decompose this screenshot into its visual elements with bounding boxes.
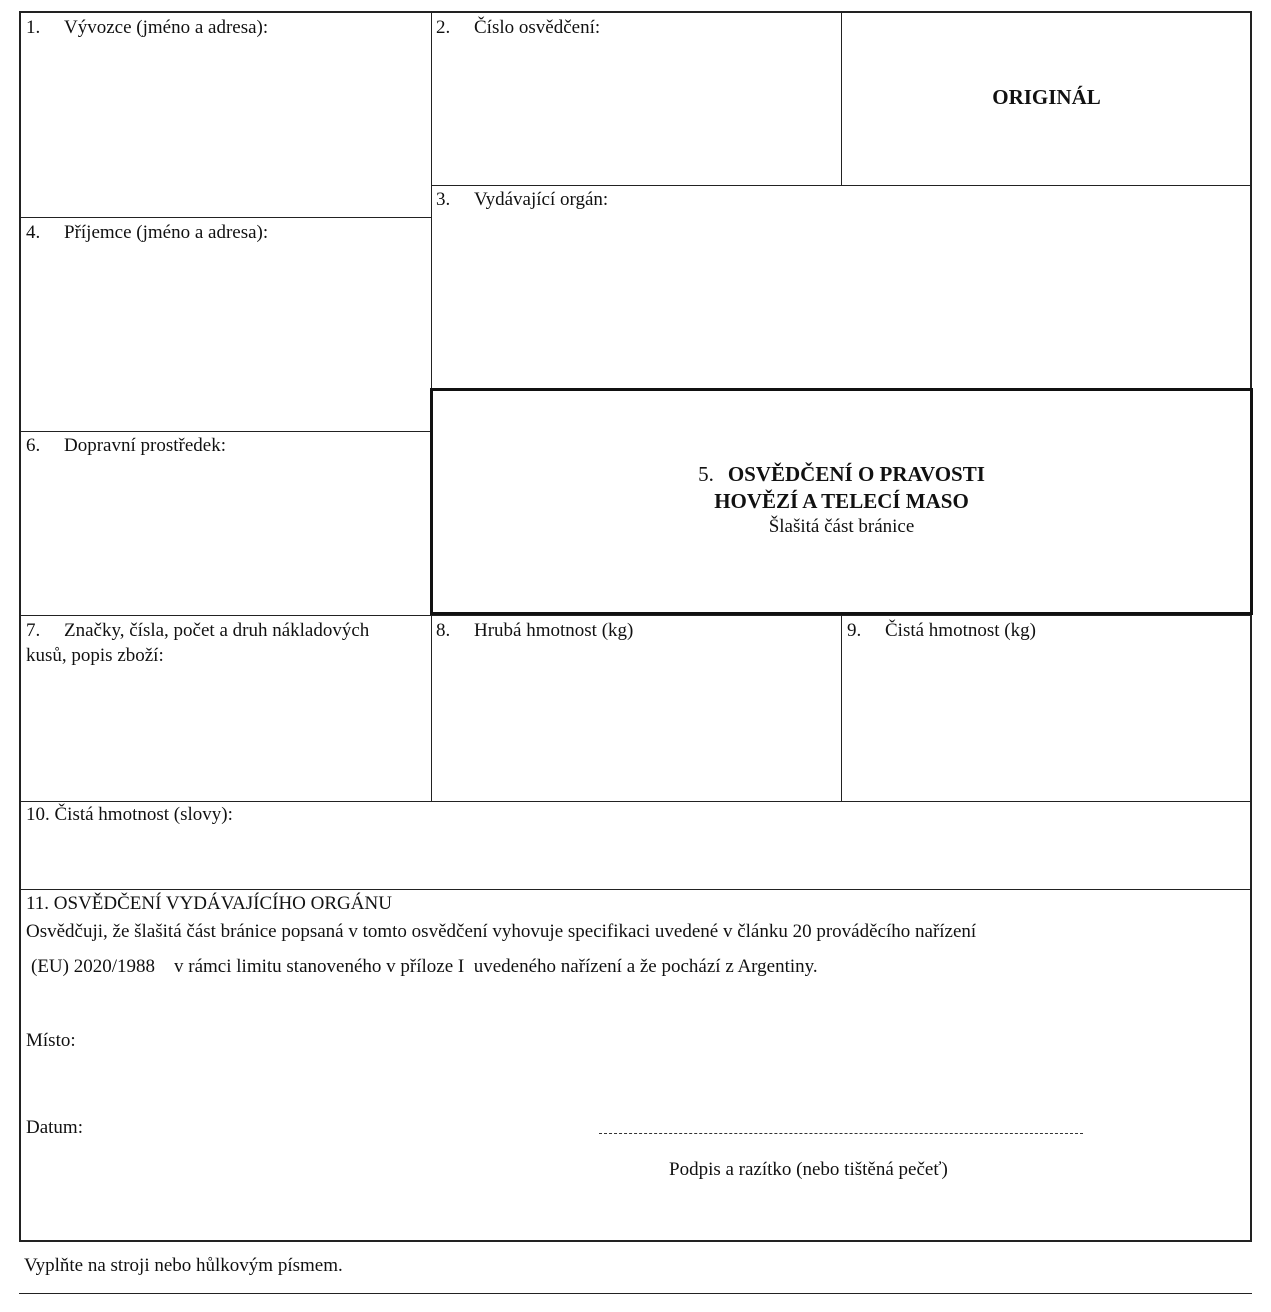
box6-label: 6. Dopravní prostředek: [26, 435, 226, 456]
footer-divider [19, 1293, 1252, 1294]
box10-label: 10. Čistá hmotnost (slovy): [26, 804, 233, 825]
box11-statement-line1: Osvědčuji, že šlašitá část bránice popsaná v tomto osvědčení vyhovuje specifikaci uvedené v článku 20 prováděcího nařízení [26, 921, 977, 942]
box7-label-line2: kusů, popis zboží: [26, 645, 164, 666]
box5-title-line1: 5. OSVĚDČENÍ O PRAVOSTI [698, 462, 985, 486]
certificate-form [19, 11, 1252, 1242]
divider [21, 217, 431, 218]
divider [841, 615, 842, 801]
box3-label: 3. Vydávající orgán: [436, 189, 609, 210]
box5-certificate-title [430, 388, 1253, 615]
box4-label: 4. Příjemce (jméno a adresa): [26, 222, 269, 243]
box9-label: 9. Čistá hmotnost (kg) [847, 620, 1036, 641]
box5-subtitle: Šlašitá část bránice [768, 516, 915, 537]
divider [21, 889, 1252, 890]
divider [21, 615, 1252, 616]
box2-label: 2. Číslo osvědčení: [436, 17, 601, 38]
divider [21, 431, 431, 432]
box11-statement-line2: (EU) 2020/1988 v rámci limitu stanoveného v příloze I uvedeného nařízení a že pochází z Argentiny. [31, 956, 818, 977]
original-mark: ORIGINÁL [992, 85, 1101, 109]
divider [431, 185, 1252, 186]
box7-label: 7. Značky, čísla, počet a druh nákladových [26, 620, 370, 641]
box11-heading: 11. OSVĚDČENÍ VYDÁVAJÍCÍHO ORGÁNU [26, 893, 392, 914]
signature-label: Podpis a razítko (nebo tištěná pečeť) [669, 1159, 948, 1180]
box5-number: 5. [698, 462, 714, 486]
signature-line [599, 1133, 1083, 1134]
box1-label: 1. Vývozce (jméno a adresa): [26, 17, 269, 38]
date-label: Datum: [26, 1117, 83, 1138]
box8-label: 8. Hrubá hmotnost (kg) [436, 620, 634, 641]
divider [21, 801, 1252, 802]
box5-title-line2: HOVĚZÍ A TELECÍ MASO [714, 489, 969, 513]
footer-note: Vyplňte na stroji nebo hůlkovým písmem. [24, 1255, 343, 1276]
place-label: Místo: [26, 1030, 76, 1051]
